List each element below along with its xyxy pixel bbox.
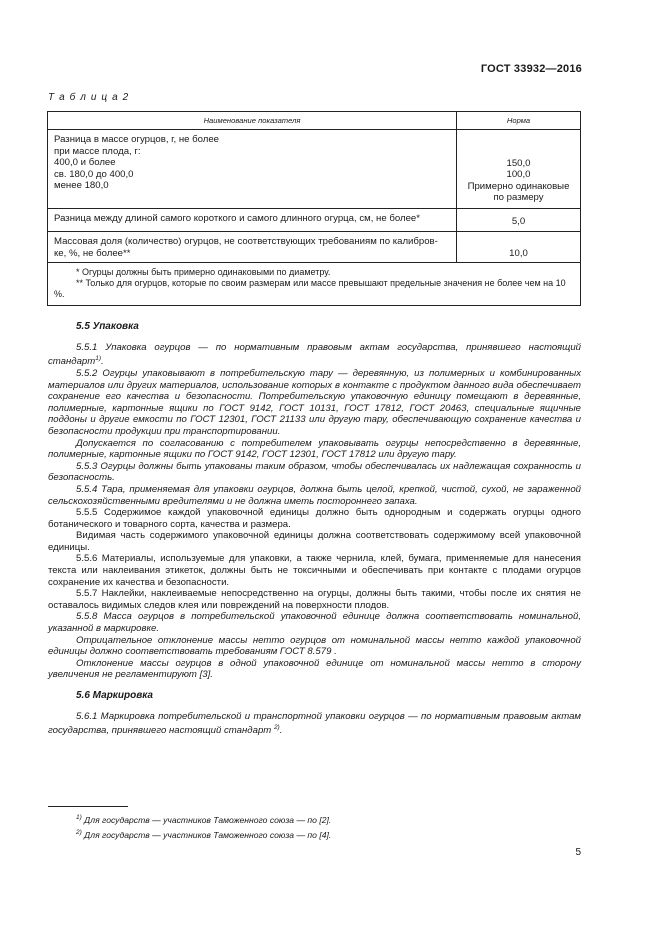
row2-label: Разница между длиной самого короткого и самого длинного огурца, см, не более* [48, 209, 457, 232]
section-title-packaging: 5.5 Упаковка [76, 321, 139, 332]
page-number: 5 [575, 847, 581, 858]
para-5-5-8-2: Отрицательное отклонение массы нетто огурцов от номинальной массы нетто каждой упаковочной единицы должно соответствовать требованиям ГОСТ 8.579 . [48, 634, 581, 658]
para-5-5-5: 5.5.5 Содержимое каждой упаковочной единицы должно быть однородным и содержать огурцы одного ботанического и товарного сорта, качества и размера. [48, 507, 581, 530]
table-notes-row [48, 263, 581, 306]
para-5-5-2-note: Допускается по согласованию с потребителем упаковывать огурцы непосредственно в деревянные, полимерные, картонные ящики по ГОСТ 9142, ГОСТ 12301, ГОСТ 17812 или другую тару. [48, 437, 581, 461]
table-caption: Т а б л и ц а 2 [48, 92, 130, 103]
row1-line1: Разница в массе огурцов, г, не более [54, 134, 220, 145]
row1-value2: 100,0 [506, 169, 531, 181]
row1-value4: по размеру [493, 192, 544, 204]
para-5-5-8-3: Отклонение массы огурцов в одной упаковочной единице от номинальной массы нетто в сторону увеличения не регламентируют [3]. [48, 657, 581, 681]
section-5-5 [48, 321, 581, 737]
row1-line2: при массе плода, г: [54, 145, 141, 157]
row3-line2: ке, %, не более** [54, 247, 131, 259]
row1-line3: 400,0 и более [54, 157, 116, 169]
table-row [48, 232, 581, 263]
para-5-5-8: 5.5.8 Масса огурцов в потребительской упаковочной единице должна соответствовать номинальной, указанной в маркировке. [48, 611, 581, 635]
row1-value1: 150,0 [506, 157, 531, 169]
table-header-row [48, 112, 581, 130]
row1-line4: св. 180,0 до 400,0 [54, 168, 134, 180]
requirements-table [47, 111, 581, 306]
section-title-marking: 5.6 Маркировка [76, 690, 153, 701]
row1-line5: менее 180,0 [54, 180, 109, 192]
footnote-2: $^{2)}$ Для государств — участников Таможенного союза — по [4]. [76, 829, 332, 840]
document-id: ГОСТ 33932—2016 [480, 63, 582, 75]
para-5-5-2: 5.5.2 Огурцы упаковывают в потребительскую тару — деревянную, из полимерных и комбинированных материалов или других материалов, использование которых в контакте с продуктом данного вида обеспечивает сохранение его качества и безопасности. Потребительскую упаковочную единицу помещают в деревянные, полимерные, картонные ящики по ГОСТ 9142, ГОСТ 10131, ГОСТ 17812, ГОСТ 20463, специальные ящичные поддоны и другие емкости по ГОСТ 12301, ГОСТ 21133 или другую тару, обеспечивающую сохранение качества и безопасности продукции при транспортировании. [48, 367, 581, 437]
row3-line1: Массовая доля (количество) огурцов, не соответствующих требованиям по калибров- [54, 236, 438, 247]
col-header-indicator: Наименование показателя [48, 112, 457, 130]
para-5-5-3: 5.5.3 Огурцы должны быть упакованы таким образом, чтобы обеспечивалась их надлежащая сохранность и безопасность. [48, 460, 581, 484]
row3-value: 10,0 [457, 232, 581, 263]
para-5-5-4: 5.5.4 Тара, применяемая для упаковки огурцов, должна быть целой, крепкой, чистой, сухой, не зараженной сельскохозяйственными вредителями и не должна иметь постороннего запаха. [48, 483, 581, 507]
row1-value3: Примерно одинаковые [467, 180, 570, 192]
footnote-1: $^{1)}$ Для государств — участников Таможенного союза — по [2]. [76, 814, 332, 825]
footnote-separator [48, 806, 128, 807]
para-5-5-5-2: Видимая часть содержимого упаковочной единицы должна соответствовать содержимому всей упаковочной единицы. [48, 530, 581, 553]
para-5-6-1: 5.6.1 Маркировка потребительской и транспортной упаковки огурцов — по нормативным правовым актам государства, принявшего настоящий стандарт $^{2)}$. [48, 710, 581, 737]
row2-value: 5,0 [457, 209, 581, 232]
col-header-norm: Норма [457, 112, 581, 130]
table-row [48, 130, 581, 209]
table-row [48, 209, 581, 232]
table-note-2: ** Только для огурцов, которые по своим размерам или массе превышают предельные значения не более чем на 10 %. [54, 278, 566, 300]
para-5-5-7: 5.5.7 Наклейки, наклеиваемые непосредственно на огурцы, должны быть такими, чтобы после их снятия не оставалось видимых следов клея или повреждений на поверхности плодов. [48, 588, 581, 611]
para-5-5-1: 5.5.1 Упаковка огурцов — по нормативным правовым актам государства, принявшего настоящий стандарт$^{1)}$. [48, 341, 581, 368]
para-5-5-6: 5.5.6 Материалы, используемые для упаковки, а также чернила, клей, бумага, применяемые для нанесения текста или наклеивания этикеток, должны быть не токсичными и обеспечивать при контакте с плодами огурцов сохранение их качества и безопасности. [48, 553, 581, 588]
table-note-1: * Огурцы должны быть примерно одинаковыми по диаметру. [76, 267, 331, 278]
